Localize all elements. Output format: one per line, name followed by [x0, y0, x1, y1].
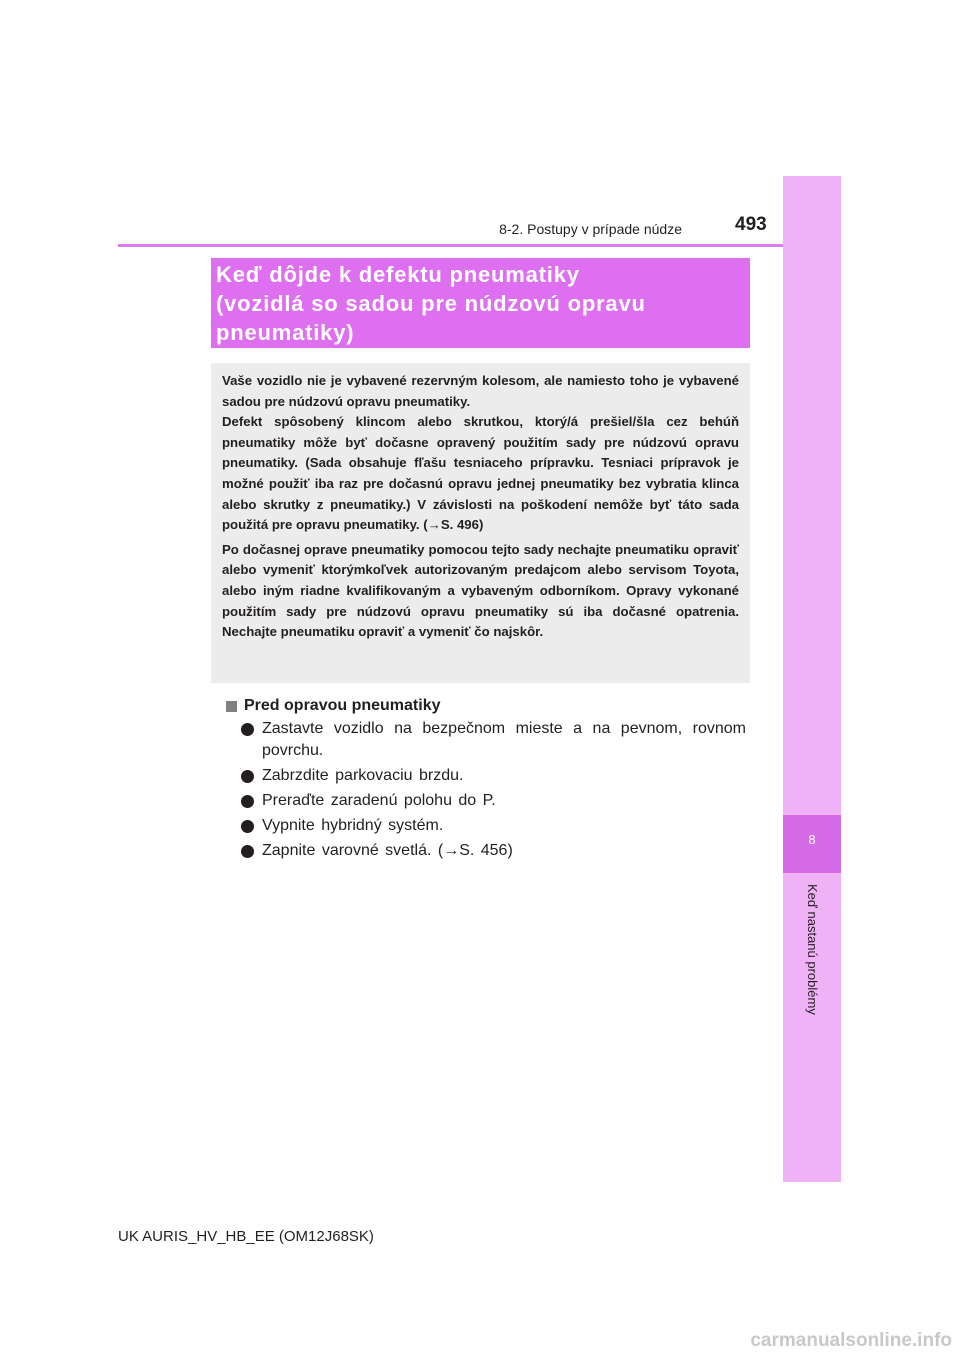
- bullet-dot-icon: [241, 770, 254, 783]
- page-number: 493: [735, 214, 767, 235]
- header-divider: [118, 244, 783, 247]
- section-title: 8-2. Postupy v prípade núdze: [499, 221, 682, 237]
- chapter-title-vertical: [783, 884, 841, 1034]
- topic-title-line-1: Keď dôjde k defektu pneumatiky: [216, 262, 580, 287]
- document-code: UK AURIS_HV_HB_EE (OM12J68SK): [118, 1228, 374, 1245]
- bullet-dot-icon: [241, 820, 254, 833]
- info-paragraph-2: Defekt spôsobený klincom alebo skrutkou, ktorý/á prešiel/šla cez behúň pneumatiky môže byť dočasne opravený použitím sady pre núdzovú opravu pneumatiky. (Sada obsahuje fľašu tesniaceho prípravku. Tesniaci prípravok je možné použiť iba raz pre dočasnú opravu jednej pneumatiky bez vybratia klinca alebo skrutky z pneumatiky.) V závislosti na poškodení nemôže byť táto sada použitá pre opravu pneumatiky. (→S. 496): [222, 414, 739, 533]
- bullet-dot-icon: [241, 795, 254, 808]
- bullet-dot-icon: [241, 845, 254, 858]
- watermark-text: carmanualsonline.info: [750, 1330, 952, 1351]
- topic-title-box: [211, 258, 750, 348]
- bullet-dot-icon: [241, 723, 254, 736]
- chapter-title-text: Keď nastanú problémy: [805, 884, 820, 1015]
- list-item-text: Preraďte zaradenú polohu do P.: [262, 792, 496, 809]
- list-item: [224, 840, 746, 862]
- info-paragraph-3: Po dočasnej oprave pneumatiky pomocou tejto sady nechajte pneumatiku opraviť alebo vymeniť ktorýmkoľvek autorizovaným predajcom alebo servisom Toyota, alebo iným riadne kvalifikovaným a vybaveným odborníkom. Opravy vykonané použitím sady pre núdzovú opravu pneumatiky sú iba dočasné opatrenia. Nechajte pneumatiku opraviť a vymeniť čo najskôr.: [222, 541, 739, 640]
- list-item: [224, 718, 746, 762]
- info-box: [211, 363, 750, 683]
- list-item-text: Zastavte vozidlo na bezpečnom mieste a na pevnom, rovnom povrchu.: [262, 720, 746, 759]
- checklist-heading-text: Pred opravou pneumatiky: [244, 697, 441, 714]
- topic-title-line-3: pneumatiky): [216, 320, 355, 345]
- square-bullet-icon: [226, 701, 237, 712]
- list-item-text: Zabrzdite parkovaciu brzdu.: [262, 767, 464, 784]
- list-item-text: Zapnite varovné svetlá. (→S. 456): [262, 842, 513, 859]
- checklist: [224, 697, 746, 862]
- list-item-text: Vypnite hybridný systém.: [262, 817, 444, 834]
- list-item: [224, 790, 746, 812]
- chapter-number-badge: 8: [783, 815, 841, 873]
- checklist-heading: [224, 697, 746, 715]
- info-paragraph-1: Vaše vozidlo nie je vybavené rezervným kolesom, ale namiesto toho je vybavené sadou pre núdzovú opravu pneumatiky.: [222, 373, 739, 409]
- list-item: [224, 815, 746, 837]
- topic-title-line-2: (vozidlá so sadou pre núdzovú opravu: [216, 291, 646, 316]
- list-item: [224, 765, 746, 787]
